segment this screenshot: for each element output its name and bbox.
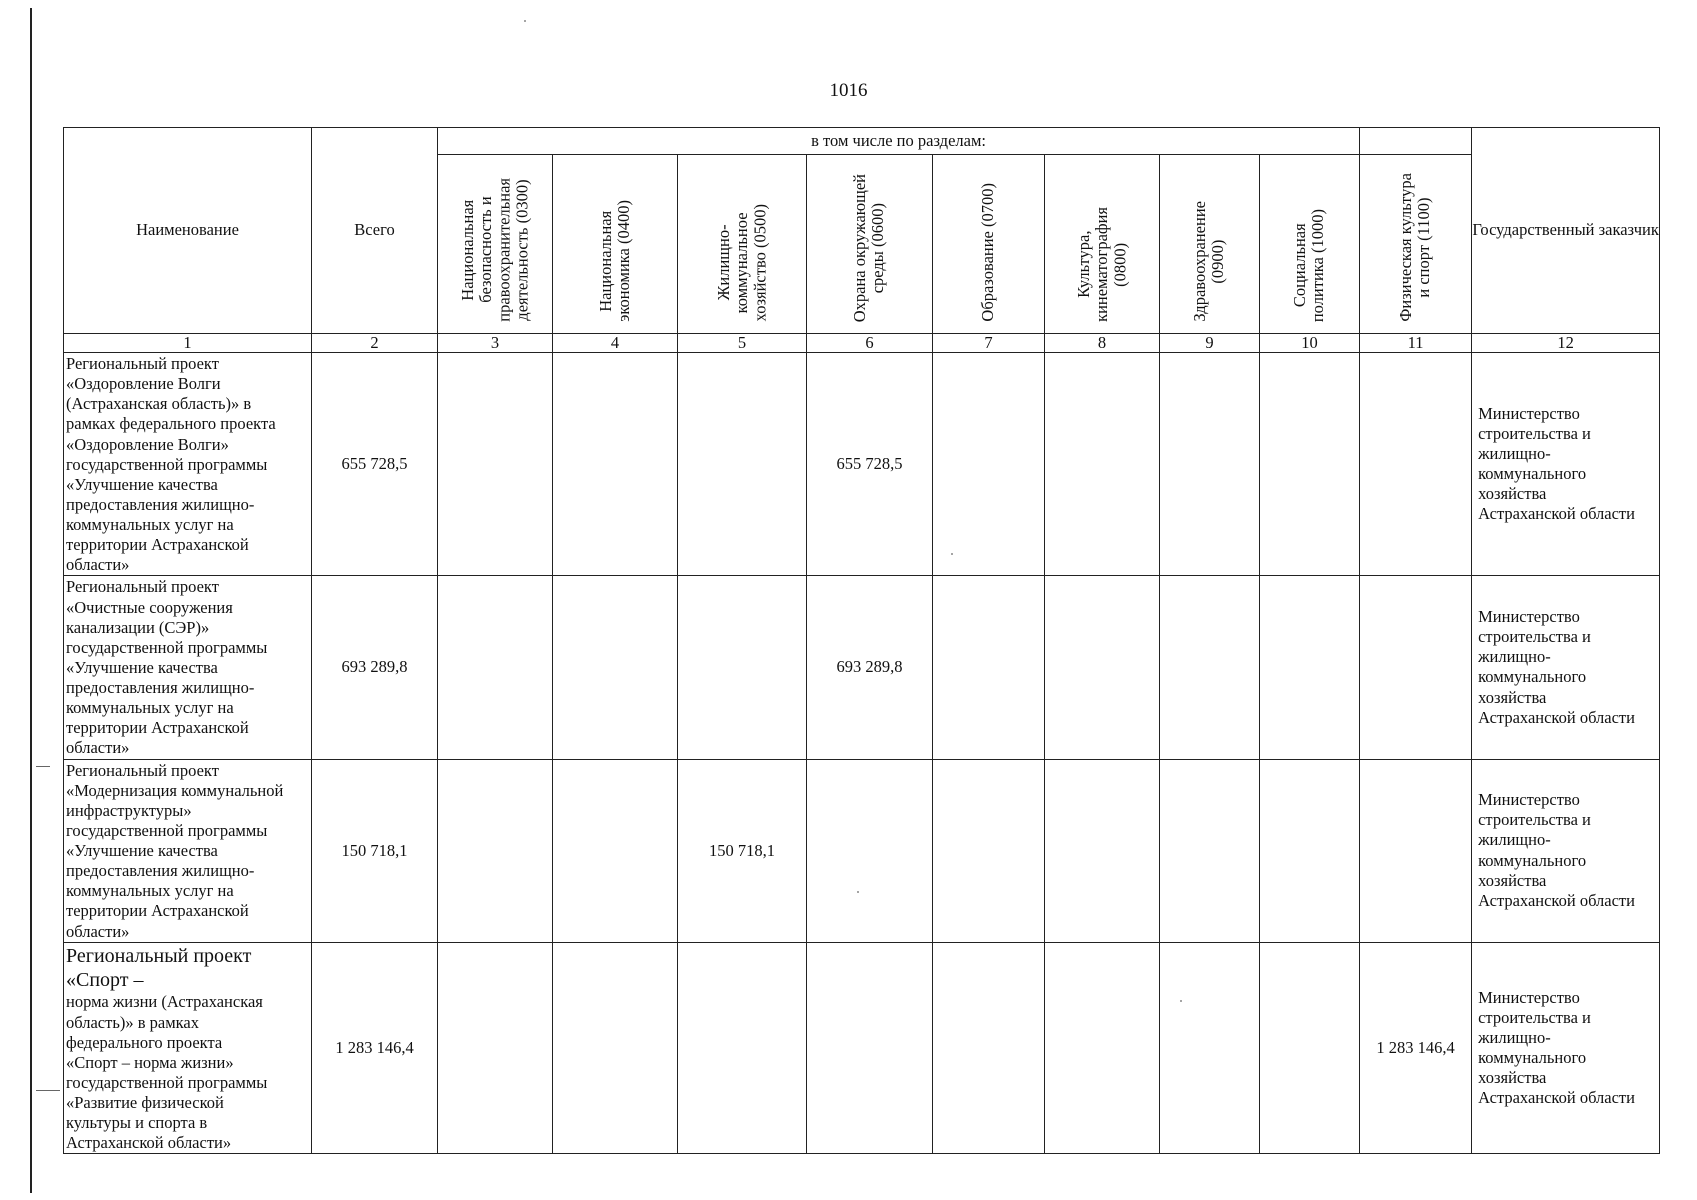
row-section-cell-8	[1045, 353, 1160, 576]
row-section-cell-9	[1160, 759, 1260, 942]
header-row	[64, 128, 1660, 155]
row-section-cell-6: 693 289,8	[807, 576, 933, 759]
table-row	[64, 353, 1660, 576]
header-section-label: Здравоохранение (0900)	[1190, 201, 1228, 322]
budget-table	[63, 127, 1660, 1154]
row-total-cell: 655 728,5	[312, 353, 438, 576]
header-total: Всего	[312, 128, 438, 334]
row-section-cell-10	[1260, 942, 1360, 1154]
row-section-cell-4	[553, 759, 678, 942]
header-section-label: Национальная безопасность и правоохранительная деятельность (0300)	[457, 178, 532, 322]
row-section-cell-9	[1160, 942, 1260, 1154]
header-section-10	[1260, 155, 1360, 334]
column-number-cell: 8	[1045, 334, 1160, 353]
row-section-cell-9	[1160, 353, 1260, 576]
row-total-cell: 150 718,1	[312, 759, 438, 942]
column-number-cell: 9	[1160, 334, 1260, 353]
row-section-cell-4	[553, 353, 678, 576]
row-section-cell-8	[1045, 576, 1160, 759]
header-section-9	[1160, 155, 1260, 334]
column-number-cell: 4	[553, 334, 678, 353]
row-section-cell-8	[1045, 759, 1160, 942]
row-name-cell: Региональный проект «Спорт – норма жизни (Астраханская область)» в рамках федерального проекта «Спорт – норма жизни» государственной программы «Развитие физической культуры и спорта в Астраханской области»	[64, 942, 312, 1154]
header-section-label: Национальная экономика (0400)	[595, 200, 633, 322]
row-section-cell-11	[1360, 576, 1472, 759]
header-section-8	[1045, 155, 1160, 334]
scan-speck	[524, 20, 526, 22]
row-section-cell-10	[1260, 576, 1360, 759]
table-body	[64, 353, 1660, 1154]
row-section-cell-6	[807, 942, 933, 1154]
row-section-cell-11	[1360, 759, 1472, 942]
header-customer: Государственный заказчик	[1472, 128, 1660, 334]
table-row	[64, 759, 1660, 942]
row-name-cell: Региональный проект «Модернизация коммунальной инфраструктуры» государственной программы «Улучшение качества предоставления жилищно- коммунальных услуг на территории Астраханской области»	[64, 759, 312, 942]
row-section-cell-3	[438, 942, 553, 1154]
header-section-4	[553, 155, 678, 334]
row-total-cell: 1 283 146,4	[312, 942, 438, 1154]
header-group-empty-cell	[1360, 128, 1472, 155]
header-sections-group: в том числе по разделам:	[438, 128, 1360, 155]
row-name-cell: Региональный проект «Оздоровление Волги (Астраханская область)» в рамках федерального проекта «Оздоровление Волги» государственной программы «Улучшение качества предоставления жилищно- коммунальных услуг на территории Астраханской области»	[64, 353, 312, 576]
row-section-cell-10	[1260, 759, 1360, 942]
table-row	[64, 576, 1660, 759]
row-section-cell-11	[1360, 353, 1472, 576]
row-customer-cell: Министерство строительства и жилищно- коммунального хозяйства Астраханской области	[1472, 576, 1660, 759]
left-margin-line	[30, 8, 32, 1193]
row-section-cell-7	[933, 353, 1045, 576]
row-section-cell-5: 150 718,1	[678, 759, 807, 942]
header-section-5	[678, 155, 807, 334]
header-section-label: Физическая культура и спорт (1100)	[1396, 173, 1434, 322]
row-section-cell-3	[438, 576, 553, 759]
row-section-cell-3	[438, 759, 553, 942]
row-section-cell-5	[678, 576, 807, 759]
column-number-cell: 2	[312, 334, 438, 353]
row-section-cell-4	[553, 576, 678, 759]
row-section-cell-5	[678, 942, 807, 1154]
header-section-7	[933, 155, 1045, 334]
header-section-label: Жилищно- коммунальное хозяйство (0500)	[713, 204, 770, 322]
header-section-label: Культура, кинематография (0800)	[1073, 206, 1130, 322]
row-section-cell-4	[553, 942, 678, 1154]
margin-tick	[36, 766, 50, 767]
row-section-cell-3	[438, 353, 553, 576]
header-section-label: Образование (0700)	[978, 183, 998, 322]
row-customer-cell: Министерство строительства и жилищно- коммунального хозяйства Астраханской области	[1472, 353, 1660, 576]
row-total-cell: 693 289,8	[312, 576, 438, 759]
row-section-cell-6	[807, 759, 933, 942]
row-customer-cell: Министерство строительства и жилищно- коммунального хозяйства Астраханской области	[1472, 942, 1660, 1154]
row-section-cell-5	[678, 353, 807, 576]
header-section-3	[438, 155, 553, 334]
row-section-cell-6: 655 728,5	[807, 353, 933, 576]
header-section-label: Социальная политика (1000)	[1290, 208, 1328, 322]
header-section-6	[807, 155, 933, 334]
column-number-cell: 10	[1260, 334, 1360, 353]
header-section-11	[1360, 155, 1472, 334]
column-number-cell: 7	[933, 334, 1045, 353]
row-section-cell-10	[1260, 353, 1360, 576]
column-number-cell: 5	[678, 334, 807, 353]
row-section-cell-7	[933, 759, 1045, 942]
table-row	[64, 942, 1660, 1154]
row-section-cell-7	[933, 942, 1045, 1154]
column-number-row	[64, 334, 1660, 353]
page-number: 1016	[829, 80, 868, 101]
row-section-cell-11: 1 283 146,4	[1360, 942, 1472, 1154]
column-number-cell: 3	[438, 334, 553, 353]
column-number-cell: 1	[64, 334, 312, 353]
header-name: Наименование	[64, 128, 312, 334]
row-section-cell-7	[933, 576, 1045, 759]
row-customer-cell: Министерство строительства и жилищно- коммунального хозяйства Астраханской области	[1472, 759, 1660, 942]
header-section-label: Охрана окружающей среды (0600)	[850, 173, 888, 322]
margin-tick	[36, 1090, 60, 1091]
column-number-cell: 11	[1360, 334, 1472, 353]
row-name-cell: Региональный проект «Очистные сооружения канализации (СЭР)» государственной программы «Улучшение качества предоставления жилищно- коммунальных услуг на территории Астраханской области»	[64, 576, 312, 759]
column-number-cell: 6	[807, 334, 933, 353]
column-number-cell: 12	[1472, 334, 1660, 353]
row-section-cell-9	[1160, 576, 1260, 759]
row-section-cell-8	[1045, 942, 1160, 1154]
